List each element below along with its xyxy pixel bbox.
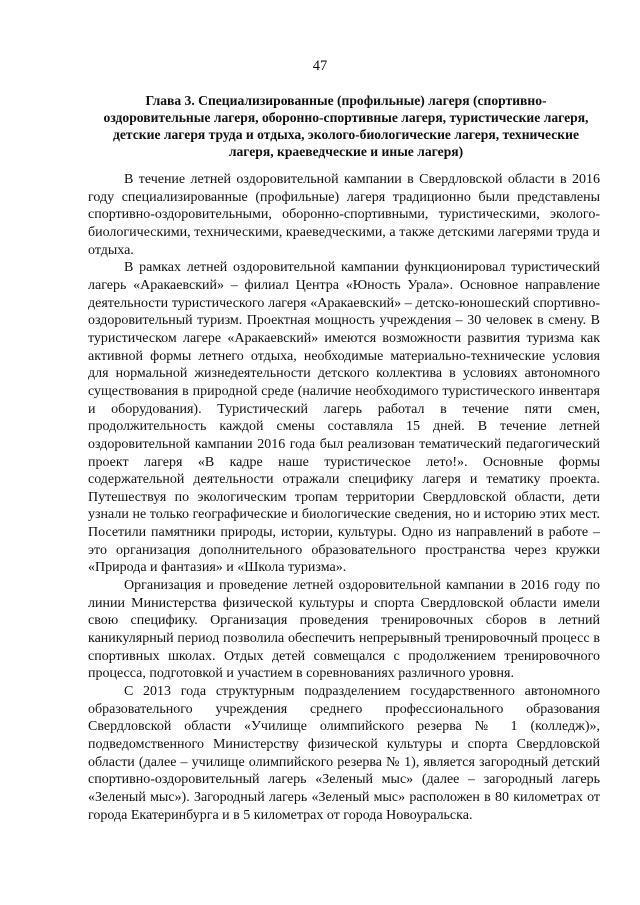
page-number: 47 [312, 58, 328, 74]
chapter-title: Глава 3. Специализированные (профильные) лагеря (спортивно-оздоровительные лагеря, оборонно-спортивные лагеря, туристические лагеря, детские лагеря труда и отдыха, эколого-биологические лагеря, технические лагеря, краеведческие и иные лагеря) [103, 93, 589, 159]
body-text [88, 171, 600, 824]
paragraph-sports-ministry-campaign: Организация и проведение летней оздоровительной кампании в 2016 году по линии Министерства физической культуры и спорта Свердловской области имели свою специфику. Организация проведения тренировочных сборов в летний каникулярный период позволила обеспечить непрерывный тренировочный процесс в спортивных школах. Отдых детей совмещался с продолжением тренировочного процесса, подготовкой и участием в соревнованиях различного уровня. [88, 578, 600, 682]
paragraph-zeleny-mys-camp: С 2013 года структурным подразделением государственного автономного образовательного учреждения среднего профессионального образования Свердловской области «Училище олимпийского резерва № 1 (колледж)», подведомственного Министерству физической культуры и спорта Свердловской области (далее – училище олимпийского резерва № 1), является загородный детский спортивно-оздоровительный лагерь «Зеленый мыс» (далее – загородный лагерь «Зеленый мыс»). Загородный лагерь «Зеленый мыс» расположен в 80 километрах от города Екатеринбурга и в 5 километрах от города Новоуральска. [88, 684, 600, 823]
paragraph-summer-campaign-overview: В течение летней оздоровительной кампании в Свердловской области в 2016 году специализированные (профильные) лагеря традиционно были представлены спортивно-оздоровительными, оборонно-спортивными, туристическими, эколого-биологическими, техническими, краеведческими, а также детскими лагерями труда и отдыха. [88, 172, 600, 258]
paragraph-arakaevsky-camp: В рамках летней оздоровительной кампании функционировал туристический лагерь «Аракаевский» – филиал Центра «Юность Урала». Основное направление деятельности туристического лагеря «Аракаевский» – детско-юношеский спортивно-оздоровительный туризм. Проектная мощность учреждения – 30 человек в смену. В туристическом лагере «Аракаевский» имеются возможности развития туризма как активной формы летнего отдыха, необходимые материально-технические условия для нормальной жизнедеятельности детского коллектива в условиях автономного существования в природной среде (наличие необходимого туристического инвентаря и оборудования). Туристический лагерь работал в течение пяти смен, продолжительность каждой смены составляла 15 дней. В течение летней оздоровительной кампании 2016 года был реализован тематический педагогический проект лагеря «В кадре наше туристическое лето!». Основные формы содержательной деятельности отражали специфику лагеря и тематику проекта. Путешествуя по экологическим тропам территории Свердловской области, дети узнали не только географические и биологические сведения, но и историю этих мест. Посетили памятники природы, истории, культуры. Одно из направлений в работе – это организация дополнительного образовательного пространства через кружки «Природа и фантазия» и «Школа туризма». [88, 260, 600, 576]
